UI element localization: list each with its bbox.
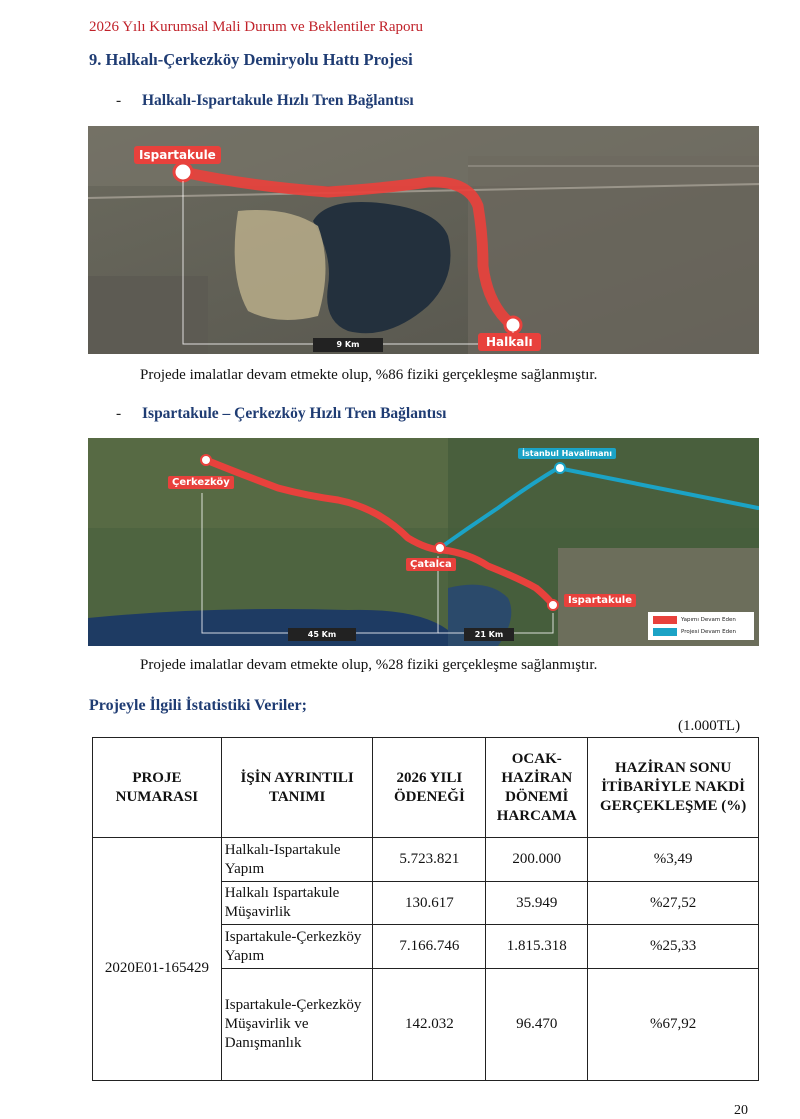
desc-cell: Ispartakule-Çerkezköy Müşavirlik ve Danışmanlık — [221, 969, 373, 1081]
col-header-realization: HAZİRAN SONU İTİBARİYLE NAKDİ GERÇEKLEŞME (%) — [588, 738, 759, 838]
dash-bullet: - — [116, 405, 122, 422]
realization-cell: %3,49 — [588, 838, 759, 882]
label-catalca: Çatalca — [406, 558, 456, 571]
progress-text-1: Projede imalatlar devam etmekte olup, %86 fiziki gerçekleşme sağlanmıştır. — [140, 367, 598, 383]
legend-item-construction: Yapımı Devam Eden — [681, 617, 736, 623]
budget-cell: 130.617 — [373, 882, 486, 925]
section-title: 9. Halkalı-Çerkezköy Demiryolu Hattı Projesi — [89, 50, 413, 69]
spend-cell: 35.949 — [486, 882, 588, 925]
budget-cell: 142.032 — [373, 969, 486, 1081]
budget-cell: 5.723.821 — [373, 838, 486, 882]
subsection-2-title: Ispartakule – Çerkezköy Hızlı Tren Bağlantısı — [142, 405, 447, 422]
distance-label-21: 21 Km — [474, 630, 504, 639]
desc-cell: Halkalı Ispartakule Müşavirlik — [221, 882, 373, 925]
col-header-spending: OCAK-HAZİRAN DÖNEMİ HARCAMA — [486, 738, 588, 838]
report-header: 2026 Yılı Kurumsal Mali Durum ve Beklentiler Raporu — [89, 19, 423, 35]
legend-item-project: Projesi Devam Eden — [681, 629, 736, 635]
realization-cell: %27,52 — [588, 882, 759, 925]
map-halkali-ispartakule — [88, 126, 759, 354]
table-row — [93, 838, 759, 882]
progress-text-2: Projede imalatlar devam etmekte olup, %28 fiziki gerçekleşme sağlanmıştır. — [140, 657, 598, 673]
desc-cell: Ispartakule-Çerkezköy Yapım — [221, 925, 373, 969]
subsection-2-heading — [116, 405, 446, 423]
spend-cell: 1.815.318 — [486, 925, 588, 969]
dash-bullet: - — [116, 92, 122, 109]
spend-cell: 200.000 — [486, 838, 588, 882]
label-cerkezkoy: Çerkezköy — [168, 476, 234, 489]
subsection-1-title: Halkalı-Ispartakule Hızlı Tren Bağlantısı — [142, 92, 414, 109]
col-header-budget: 2026 YILI ÖDENEĞİ — [373, 738, 486, 838]
spend-cell: 96.470 — [486, 969, 588, 1081]
statistics-heading: Projeyle İlgili İstatistiki Veriler; — [89, 697, 307, 714]
label-halkali: Halkalı — [478, 333, 541, 351]
label-ispartakule-2: Ispartakule — [564, 594, 636, 607]
label-istanbul-airport: İstanbul Havalimanı — [518, 448, 616, 459]
statistics-table — [92, 737, 759, 1081]
distance-label: 9 Km — [336, 340, 360, 349]
col-header-project-number: PROJE NUMARASI — [93, 738, 222, 838]
col-header-description: İŞİN AYRINTILI TANIMI — [221, 738, 373, 838]
budget-cell: 7.166.746 — [373, 925, 486, 969]
unit-label: (1.000TL) — [678, 718, 741, 734]
page-number: 20 — [734, 1103, 748, 1118]
label-ispartakule: Ispartakule — [134, 146, 221, 164]
table-header-row — [93, 738, 759, 838]
subsection-1-heading — [116, 92, 414, 110]
realization-cell: %67,92 — [588, 969, 759, 1081]
desc-cell: Halkalı-Ispartakule Yapım — [221, 838, 373, 882]
project-number-cell: 2020E01-165429 — [93, 838, 222, 1081]
map-ispartakule-cerkezkoy — [88, 438, 759, 646]
realization-cell: %25,33 — [588, 925, 759, 969]
distance-label-45: 45 Km — [307, 630, 337, 639]
